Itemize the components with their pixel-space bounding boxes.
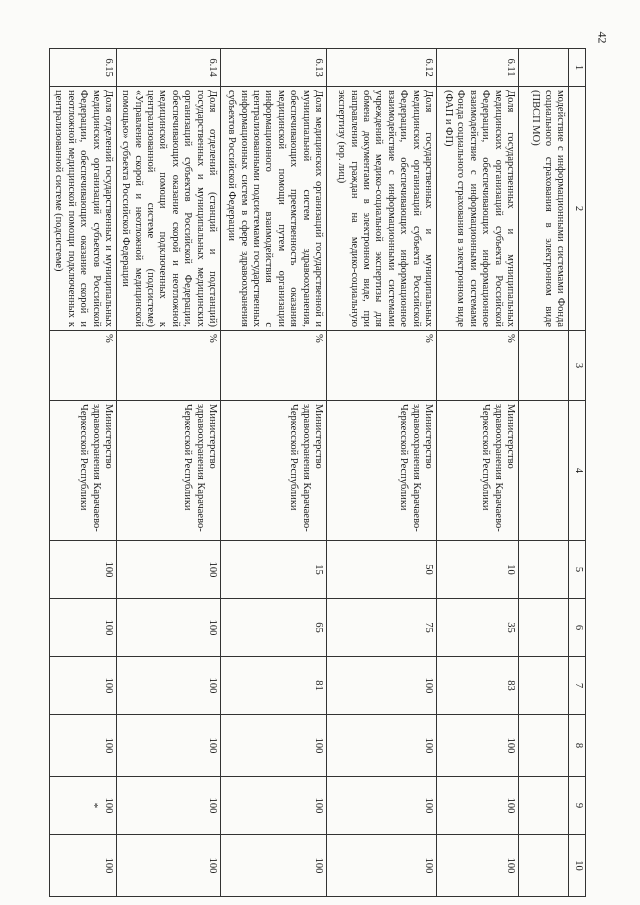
cell-value: 100: [117, 541, 221, 599]
cell-value: 100: [117, 835, 221, 897]
cell-value: [519, 715, 569, 777]
cell-value: 65: [221, 599, 327, 657]
cell-value: 100: [50, 541, 117, 599]
header-cell: 5: [569, 541, 586, 599]
cell-value: 100: [221, 835, 327, 897]
cell-name: модействие с информационными системами Фонда социального страхования в электронном виде (ПВСП МО): [519, 87, 569, 331]
cell-value: 100: [437, 777, 519, 835]
cell-value: 100: [50, 715, 117, 777]
cell-value: [519, 657, 569, 715]
cell-value: 100: [327, 715, 437, 777]
cell-value: 50: [327, 541, 437, 599]
table-row: [221, 49, 327, 897]
cell-value: 35: [437, 599, 519, 657]
header-cell: 9: [569, 777, 586, 835]
cell-value: [50, 777, 117, 835]
cell-value: 75: [327, 599, 437, 657]
cell-value: 100: [221, 715, 327, 777]
cell-value: 100: [50, 599, 117, 657]
cell-value: 100: [117, 715, 221, 777]
cell-value: 10: [437, 541, 519, 599]
cell-unit: %: [221, 331, 327, 401]
cell-unit: %: [327, 331, 437, 401]
cell-name: Доля медицинских организаций государственной и муниципальной систем здравоохранения, обеспечивающих преемственность оказания медицинской помощи путем организации информационного взаимодействия с централизованными подсистемами государственных информационных систем в сфере здравоохранения субъектов Российской Федерации: [221, 87, 327, 331]
cell-value: [519, 777, 569, 835]
table-row: [437, 49, 519, 897]
header-row: [569, 49, 586, 897]
page-number: 42: [595, 31, 610, 44]
cell-org: Министерство здравоохранения Карачаево-Черкесской Республики: [437, 401, 519, 541]
cell-num: 6.12: [327, 49, 437, 87]
cell-num: 6.14: [117, 49, 221, 87]
cell-value: [519, 599, 569, 657]
cell-num: 6.13: [221, 49, 327, 87]
cell-value: [519, 541, 569, 599]
cell-org: [519, 401, 569, 541]
cell-unit: %: [437, 331, 519, 401]
cell-org: Министерство здравоохранения Карачаево-Черкесской Республики: [117, 401, 221, 541]
cell-value: 100: [327, 777, 437, 835]
cell-value: 100: [50, 657, 117, 715]
asterisk-mark: *: [87, 802, 100, 809]
header-cell: 6: [569, 599, 586, 657]
cell-value: 100: [117, 599, 221, 657]
cell-value: 100: [117, 657, 221, 715]
header-cell: 10: [569, 835, 586, 897]
table-row: [117, 49, 221, 897]
header-cell: 3: [569, 331, 586, 401]
header-cell: 4: [569, 401, 586, 541]
indicators-table: [49, 48, 586, 897]
table-row: [327, 49, 437, 897]
cell-value: 15: [221, 541, 327, 599]
cell-name: Доля государственных и муниципальных медицинских организаций субъекта Российской Федерации, обеспечивающих информационное взаимодействие с информационными системами Фонда социального страхования в электронном виде (ФАП и ФП): [437, 87, 519, 331]
header-cell: 8: [569, 715, 586, 777]
cell-num: [519, 49, 569, 87]
header-cell: 7: [569, 657, 586, 715]
cell-name: Доля отделений государственных и муниципальных медицинских организаций субъектов Российской Федерации, обеспечивающих оказание скорой и неотложной медицинской помощи подключенных к централизованной системе (подсистеме): [50, 87, 117, 331]
cell-value: 100: [327, 657, 437, 715]
header-cell: 2: [569, 87, 586, 331]
cell-value: 100: [437, 715, 519, 777]
cell-unit: [519, 331, 569, 401]
cell-org: Министерство здравоохранения Карачаево-Черкесской Республики: [50, 401, 117, 541]
cell-value: 83: [437, 657, 519, 715]
cell-value: 81: [221, 657, 327, 715]
cell-value: 100: [437, 835, 519, 897]
table-row: [50, 49, 117, 897]
table-row-continuation: [519, 49, 569, 897]
cell-value: 100: [117, 777, 221, 835]
cell-value: 100: [50, 835, 117, 897]
header-cell: 1: [569, 49, 586, 87]
cell-unit: %: [50, 331, 117, 401]
cell-name: Доля государственных и муниципальных медицинских организаций субъекта Российской Федерации, обеспечивающих информационное взаимодействие с информационными системами учреждений медико-социальной экспертизы для обмена документами в электронном виде, при направлении граждан на медико-социальную экспертизу (юр. лиц): [327, 87, 437, 331]
document-sheet: [53, 48, 640, 874]
cell-num: 6.15: [50, 49, 117, 87]
cell-value-text: 100: [103, 797, 114, 814]
cell-org: Министерство здравоохранения Карачаево-Черкесской Республики: [327, 401, 437, 541]
cell-value: 100: [221, 777, 327, 835]
cell-value: 100: [327, 835, 437, 897]
cell-value: [519, 835, 569, 897]
cell-name: Доля отделений (станций и подстанций) государственных и муниципальных медицинских организаций субъектов Российской Федерации, обеспечивающих оказание скорой и неотложной медицинской помощи подключенных к централизованной системе (подсистеме) «Управление скорой и неотложной медицинской помощью» субъекта Российской Федерации: [117, 87, 221, 331]
rotated-table-wrapper: [53, 48, 586, 896]
cell-num: 6.11: [437, 49, 519, 87]
cell-org: Министерство здравоохранения Карачаево-Черкесской Республики: [221, 401, 327, 541]
cell-unit: %: [117, 331, 221, 401]
